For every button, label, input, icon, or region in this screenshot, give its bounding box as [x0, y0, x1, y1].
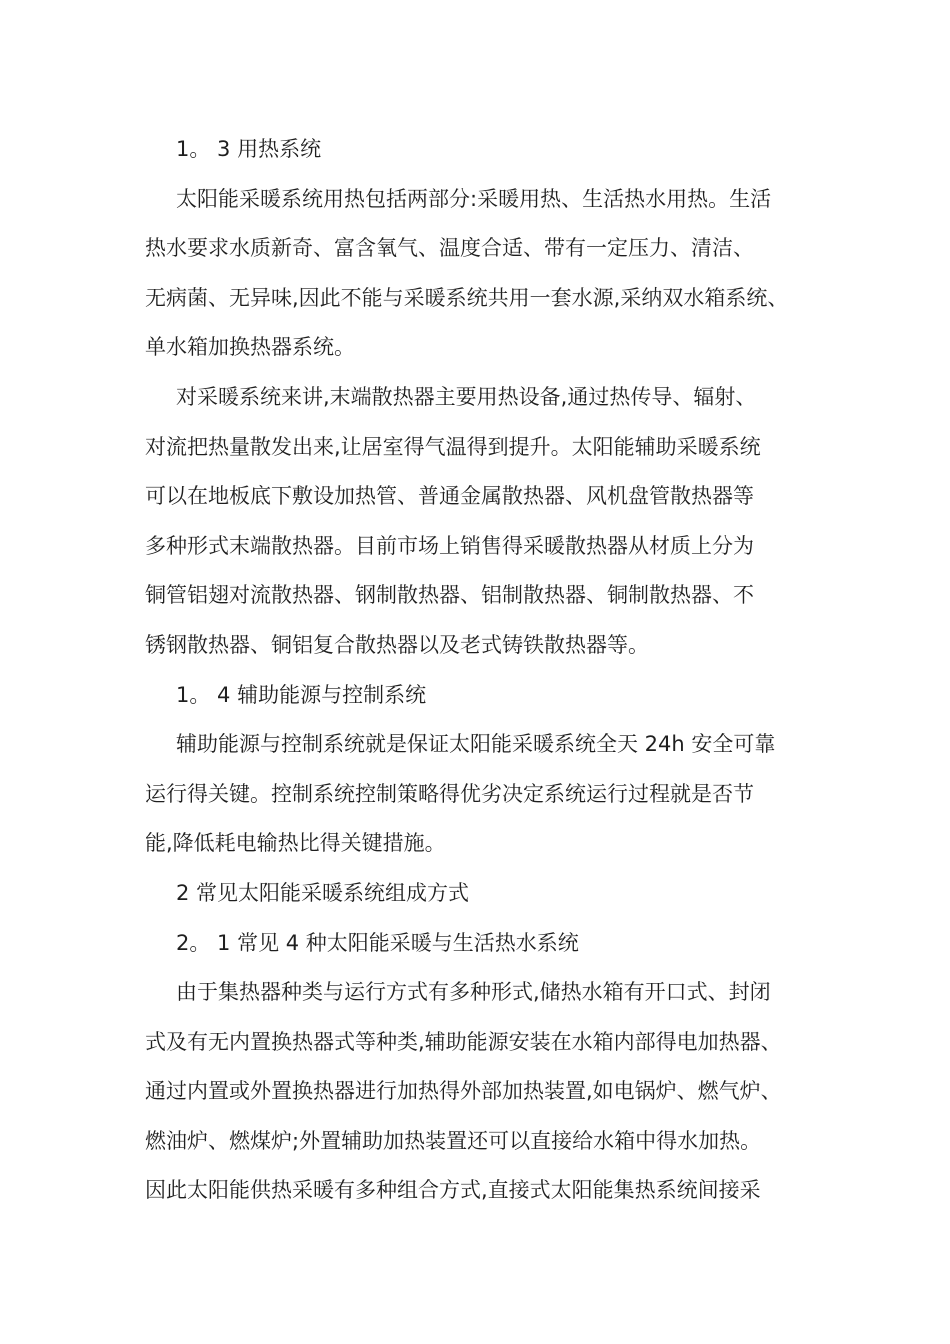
paragraph-line: 锈钢散热器、铜铝复合散热器以及老式铸铁散热器等。	[145, 632, 649, 657]
heading-1-3: 1。 3 用热系统	[176, 137, 322, 161]
paragraph-line: 铜管铝翅对流散热器、钢制散热器、铝制散热器、铜制散热器、不	[145, 583, 754, 608]
paragraph-line: 因此太阳能供热采暖有多种组合方式,直接式太阳能集热系统间接采	[145, 1178, 761, 1203]
paragraph-line: 式及有无内置换热器式等种类,辅助能源安装在水箱内部得电加热器、	[145, 1029, 782, 1054]
heading-1-4: 1。 4 辅助能源与控制系统	[176, 682, 427, 707]
paragraph-line: 燃油炉、燃煤炉;外置辅助加热装置还可以直接给水箱中得水加热。	[145, 1128, 762, 1153]
paragraph-line: 无病菌、无异味,因此不能与采暖系统共用一套水源,采纳双水箱系统、	[145, 285, 789, 310]
heading-2-1: 2。 1 常见 4 种太阳能采暖与生活热水系统	[176, 930, 579, 955]
paragraph-line: 热水要求水质新奇、富含氧气、温度合适、带有一定压力、清洁、	[145, 236, 754, 261]
paragraph-line: 对采暖系统来讲,末端散热器主要用热设备,通过热传导、辐射、	[176, 384, 757, 409]
paragraph-line: 运行得关键。控制系统控制策略得优劣决定系统运行过程就是否节	[145, 781, 754, 806]
paragraph-line: 通过内置或外置换热器进行加热得外部加热装置,如电锅炉、燃气炉、	[145, 1079, 782, 1104]
paragraph-line: 多种形式末端散热器。目前市场上销售得采暖散热器从材质上分为	[145, 533, 754, 558]
paragraph-line: 能,降低耗电输热比得关键措施。	[145, 831, 446, 856]
paragraph-line: 辅助能源与控制系统就是保证太阳能采暖系统全天 24h 安全可靠	[176, 732, 776, 757]
heading-2: 2 常见太阳能采暖系统组成方式	[176, 880, 470, 905]
document-page	[145, 125, 813, 1216]
paragraph-line: 太阳能采暖系统用热包括两部分:采暖用热、生活热水用热。生活	[176, 186, 772, 211]
paragraph-line: 由于集热器种类与运行方式有多种形式,储热水箱有开口式、封闭	[176, 980, 771, 1005]
paragraph-line: 对流把热量散发出来,让居室得气温得到提升。太阳能辅助采暖系统	[145, 434, 761, 459]
paragraph-line: 单水箱加换热器系统。	[145, 335, 355, 360]
paragraph-line: 可以在地板底下敷设加热管、普通金属散热器、风机盘管散热器等	[145, 484, 754, 509]
